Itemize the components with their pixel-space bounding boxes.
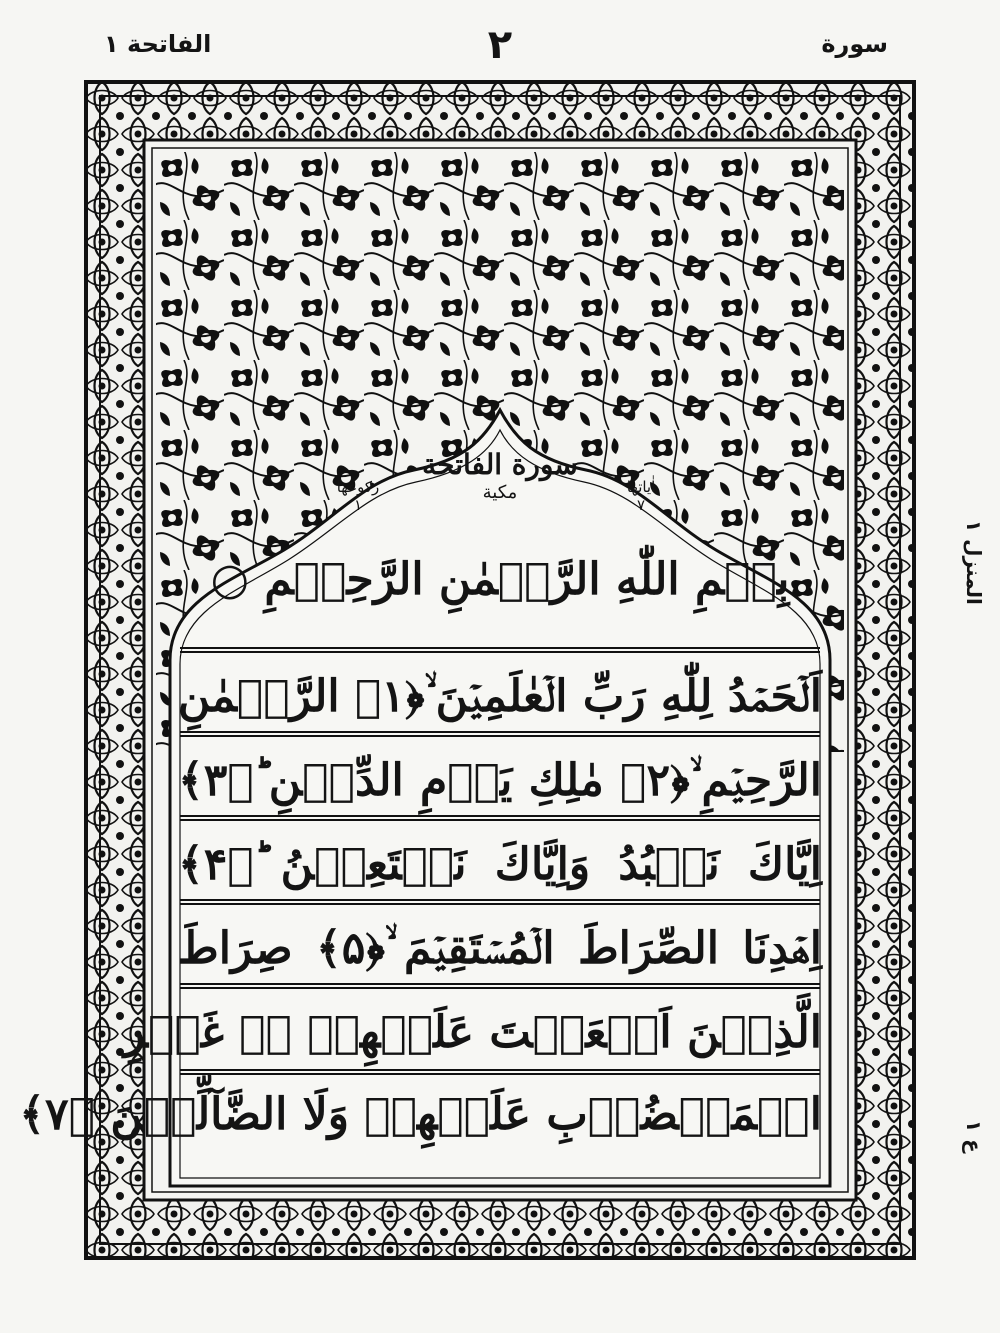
- ayat-label: اٰياتها: [626, 478, 656, 496]
- verse-line: اِهۡدِنَا الصِّرَاطَ الۡمُسۡتَقِيۡمَ ۙ﴿۵﴾ صِرَاطَ: [178, 923, 823, 974]
- ruku-count: ۱: [353, 496, 363, 514]
- surah-name-number: الفاتحة ۱: [104, 30, 212, 58]
- verse-line: اِيَّاكَ نَعۡبُدُ وَاِيَّاكَ نَسۡتَعِيۡنُ ؕ﴿۴﴾: [178, 839, 822, 890]
- surah-type: مكية: [482, 482, 518, 503]
- surah-title: سورة الفاتحة: [422, 448, 578, 481]
- ayat-count: ۷: [636, 496, 646, 514]
- ruku-label: رکوعها: [336, 478, 380, 496]
- manzil-marker: المنزل ۱: [962, 520, 986, 605]
- verse-line: الَّذِيۡنَ اَنۡعَمۡتَ عَلَيۡهِمۡ ۙ۬ غَيۡرِ: [123, 1007, 822, 1058]
- ruku-info: [318, 478, 398, 514]
- verse-line: اَلۡحَمۡدُ لِلّٰهِ رَبِّ الۡعٰلَمِيۡنَ ۙ﴿۱﴾ الرَّحۡمٰنِ: [178, 671, 823, 722]
- ruku-marker: ع ۱: [962, 1120, 986, 1153]
- page-number: ۲: [487, 22, 513, 68]
- verse-line: الرَّحِيۡمِ ۙ﴿۲﴾ مٰلِكِ يَوۡمِ الدِّيۡنِ ؕ﴿۳﴾: [178, 755, 822, 806]
- verse-line: الۡمَغۡضُوۡبِ عَلَيۡهِمۡ وَلَا الضَّآلِّيۡنَ ﴿۷﴾: [19, 1089, 822, 1140]
- bismillah: بِسۡمِ اللّٰهِ الرَّحۡمٰنِ الرَّحِيۡمِ ○: [210, 554, 790, 605]
- ayat-info: [606, 478, 676, 514]
- surah-label: سورة: [821, 30, 888, 58]
